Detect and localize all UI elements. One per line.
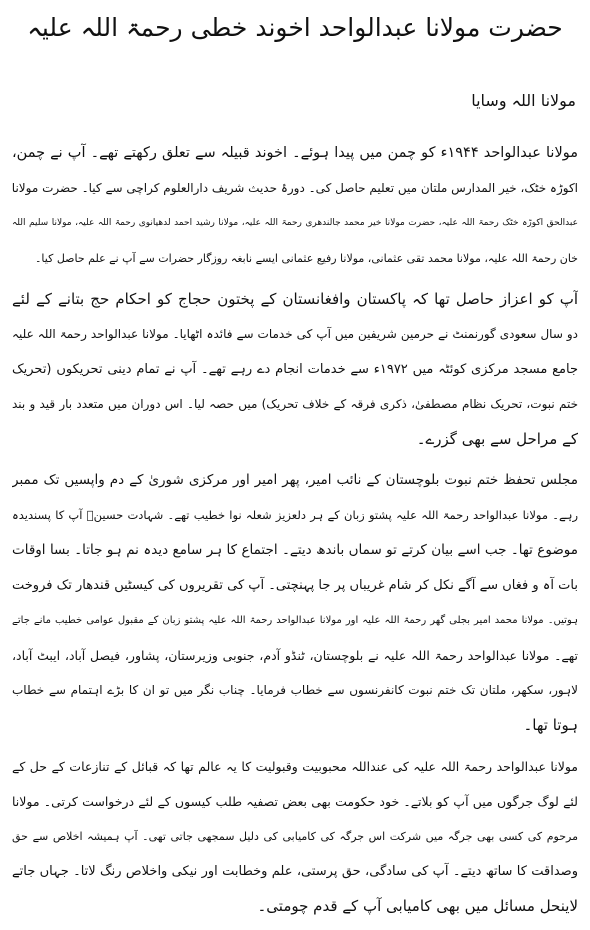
text-line: تھے۔ مولانا عبدالواحد رحمۃ اللہ علیہ نے بلوچستان، ٹنڈو آدم، جنوبی وزیرستان، پشاور، فیصل آباد، ایبٹ آباد، bbox=[12, 648, 578, 663]
text-line: ختم نبوت، تحریک نظام مصطفیٰ، ذکری فرقہ کے خلاف تحریک) میں حصہ لیا۔ اس دوران میں متعدد بار قید و بند bbox=[12, 397, 578, 411]
text-line: رہے۔ مولانا عبدالواحد رحمۃ اللہ علیہ پشتو زبان کے ہر دلعزیز شعلہ نوا خطیب تھے۔ شہادت حسینؓ آپ کا پسندیدہ bbox=[12, 508, 578, 522]
paragraph-2 bbox=[12, 282, 578, 457]
text-line: آپ کو اعزاز حاصل تھا کہ پاکستان وافغانستان کے پختون حجاج کو احکام حج بتانے کے لئے bbox=[12, 290, 578, 308]
article-title: حضرت مولانا عبدالواحد اخوند خطی رحمۃ اللہ علیہ bbox=[27, 13, 563, 42]
text-line: وصداقت کا ساتھ دیتے۔ آپ کی سادگی، حق پرستی، علم وخطابت اور نیکی واخلاص رنگ لاتا۔ جہاں جاتے bbox=[12, 864, 578, 879]
text-line: مرحوم کی کسی بھی جرگہ میں شرکت اس جرگہ کی کامیابی کی دلیل سمجھی جاتی تھی۔ آپ ہمیشہ اخلاص سے حق bbox=[12, 830, 578, 843]
text-line: کے مراحل سے بھی گزرے۔ bbox=[416, 430, 578, 448]
paragraph-3 bbox=[12, 463, 578, 743]
text-line: مولانا عبدالواحد ۱۹۴۴ء کو چمن میں پیدا ہوئے۔ اخوند قبیلہ سے تعلق رکھتے تھے۔ آپ نے چمن، bbox=[12, 145, 578, 161]
paragraph-1 bbox=[12, 136, 578, 276]
text-line: مجلس تحفظ ختم نبوت بلوچستان کے نائب امیر، پھر امیر اور مرکزی شوریٰ کے دم واپسیں تک ممبر bbox=[12, 472, 578, 488]
article-body bbox=[12, 136, 578, 930]
text-line: لاینحل مسائل میں بھی کامیابی آپ کے قدم چومتی۔ bbox=[257, 897, 578, 915]
text-line: جامع مسجد مرکزی کوئٹہ میں ۱۹۷۲ء سے خدمات انجام دے رہے تھے۔ آپ نے تمام دینی تحریکوں (تحریک bbox=[12, 362, 578, 377]
paragraph-4 bbox=[12, 749, 578, 924]
text-line: خان رحمۃ اللہ علیہ، مولانا محمد تقی عثمانی، مولانا رفیع عثمانی ایسے نابغہ روزگار حضرات سے آپ نے علم حاصل کیا۔ bbox=[34, 252, 578, 265]
text-line: ہوتا تھا۔ bbox=[523, 716, 578, 734]
text-line: مولانا عبدالواحد رحمۃ اللہ علیہ کی عنداللہ محبوبیت وقبولیت کا یہ عالم تھا کہ قبائل کے تنازعات کے حل کے bbox=[12, 759, 578, 774]
text-line: بات آہ و فغاں سے آگے نکل کر شام غریباں پر جا پہنچتی۔ آپ کی تقریروں کی کیسٹیں قندھار تک فروخت bbox=[12, 578, 578, 593]
text-line: ہوتیں۔ مولانا محمد امیر بجلی گھر رحمۃ اللہ علیہ اور مولانا عبدالواحد رحمۃ اللہ علیہ پشتو زبان کے مقبول عوامی خطیب مانے جاتے bbox=[12, 615, 578, 626]
text-line: لاہور، سکھر، ملتان تک ختم نبوت کانفرنسوں سے خطاب فرمایا۔ چناب نگر میں تو ان کا بڑے اہتمام سے خطاب bbox=[12, 683, 578, 697]
text-line: اکوڑہ خٹک، خیر المدارس ملتان میں تعلیم حاصل کی۔ دورۂ حدیث شریف دارالعلوم کراچی سے کیا۔ حضرت مولانا bbox=[12, 181, 578, 195]
author-name: مولانا اللہ وسایا bbox=[471, 91, 576, 110]
text-line: عبدالحق اکوڑہ خٹک رحمۃ اللہ علیہ، حضرت مولانا خیر محمد جالندھری رحمۃ اللہ علیہ، مولانا رشید احمد لدھیانوی رحمۃ اللہ علیہ، مولانا سلیم اللہ bbox=[12, 218, 578, 228]
text-line: موضوع تھا۔ جب اسے بیان کرتے تو سماں باندھ دیتے۔ اجتماع کا ہر سامع دیدہ نم ہو جاتا۔ بسا اوقات bbox=[12, 542, 578, 558]
text-line: دو سال سعودی گورنمنٹ نے حرمین شریفین میں آپ کی خدمات سے فائدہ اٹھایا۔ مولانا عبدالواحد رحمۃ اللہ علیہ bbox=[12, 327, 578, 341]
text-line: لئے لوگ جرگوں میں آپ کو بلاتے۔ خود حکومت بھی بعض تصفیہ طلب کیسوں کے لئے درخواست کرتی۔ مولانا bbox=[12, 794, 578, 809]
